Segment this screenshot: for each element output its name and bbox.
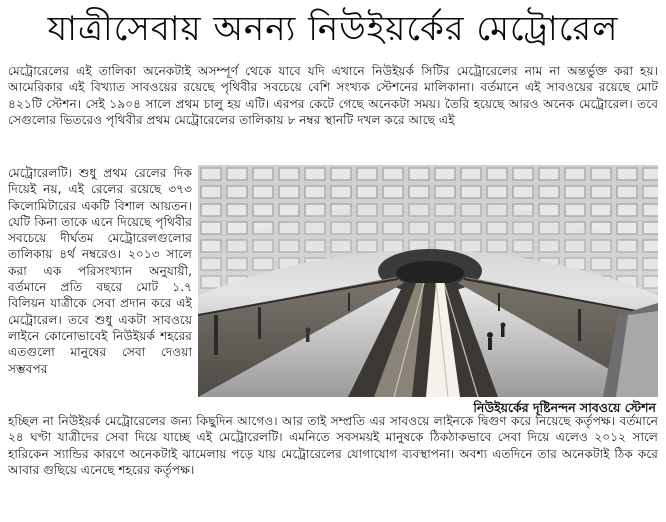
- subway-station-photo: [198, 165, 658, 397]
- article-paragraph-intro: মেট্রোরেলের এই তালিকা অনেকটাই অসম্পূর্ণ থেকে যাবে যদি এখানে নিউইয়র্ক সিটির মেট্রোরেলের নাম না অন্তর্ভুক্ত করা হয়। আমেরিকার এই বিখ্যাত সাবওয়ের রয়েছে পৃথিবীর সবচেয়ে বেশি সংখ্যক স্টেশনের মালিকানা। বর্তমানে এই সাবওয়ের রয়েছে মোট ৪২১টি স্টেশন। সেই ১৯০৪ সালে প্রথম চালু হয় এটি। এরপর কেটে গেছে অনেকটা সময়। তৈরি হয়েছে আরও অনেক মেট্রোরেল। তবে সেগুলোর ভিতরেও পৃথিবীর প্রথম মেট্রোরেলের তালিকায় ৮ নম্বর স্থানটি দখল করে আছে এই: [8, 64, 658, 127]
- article-photo-block: [198, 165, 658, 422]
- article-headline: যাত্রীসেবায় অনন্য নিউইয়র্কের মেট্রোরেল: [47, 9, 619, 49]
- photo-caption: নিউইয়র্কের দৃষ্টিনন্দন সাবওয়ে স্টেশন: [473, 400, 656, 415]
- article-paragraph-closing: হচ্ছিল না নিউইয়র্ক মেট্রোরেলের জন্য কিছুদিন আগেও। আর তাই সম্প্রতি এর সাবওয়ে লাইনকে দ্বিগুণ করে নিয়েছে কর্তৃপক্ষ। বর্তমানে ২৪ ঘণ্টা যাত্রীদের সেবা দিয়ে যাচ্ছে এই মেট্রোরেলটি। এমনিতে সবসময়ই মানুষকে ঠিকঠাকভাবে সেবা দিয়ে এলেও ২০১২ সালে হারিকেন স্যান্ডির কারণে অনেকটাই ঝামেলায় পড়ে যায় মেট্রোরেলের যোগাযোগ ব্যবস্থাপনা। অবশ্য এতদিনে তার অনেকটাই ঠিক করে আবার গুছিয়ে এনেছে শহরের কর্তৃপক্ষ।: [8, 414, 658, 477]
- article-paragraph-column: মেট্রোরেলটি। শুধু প্রথম রেলের দিক দিয়েই নয়, এই রেলের রয়েছে ৩৭৩ কিলোমিটারের একটি বিশাল আয়তন। যেটি কিনা তাকে এনে দিয়েছে পৃথিবীর সবচেয়ে দীর্ঘতম মেট্রোরেলগুলোর তালিকায় ৪র্থ নম্বরেও। ২০১৩ সালে করা এক পরিসংখ্যান অনুযায়ী, বর্তমানে প্রতি বছরে মোট ১.৭ বিলিয়ন যাত্রীকে সেবা প্রদান করে এই মেট্রোরেল। তবে শুধু একটা সাবওয়ে লাইনে কোনোভাবেই নিউইয়র্ক শহরের এতগুলো মানুষের সেবা দেওয়া সম্ভবপর: [8, 166, 192, 376]
